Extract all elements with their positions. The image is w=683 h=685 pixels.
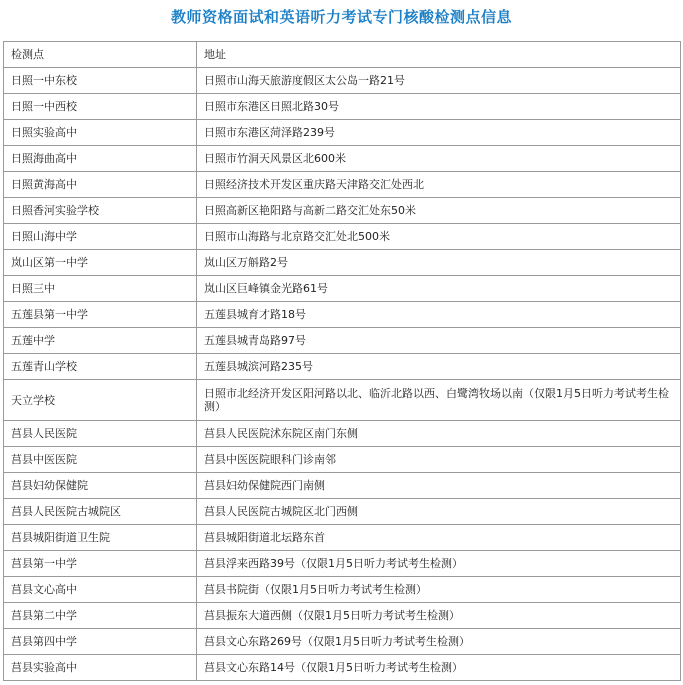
table-row bbox=[4, 146, 681, 172]
site-name-cell: 五莲青山学校 bbox=[4, 354, 197, 380]
address-cell: 莒县中医医院眼科门诊南邻 bbox=[197, 447, 681, 473]
table-row bbox=[4, 250, 681, 276]
address-cell: 莒县人民医院古城院区北门西侧 bbox=[197, 499, 681, 525]
site-name-cell: 日照香河实验学校 bbox=[4, 198, 197, 224]
site-name-cell: 岚山区第一中学 bbox=[4, 250, 197, 276]
address-cell: 莒县振东大道西侧（仅限1月5日听力考试考生检测） bbox=[197, 603, 681, 629]
address-cell: 日照市东港区日照北路30号 bbox=[197, 94, 681, 120]
table-row bbox=[4, 499, 681, 525]
table-row bbox=[4, 172, 681, 198]
site-name-cell: 五莲县第一中学 bbox=[4, 302, 197, 328]
table-row bbox=[4, 603, 681, 629]
site-name-cell: 莒县人民医院 bbox=[4, 421, 197, 447]
site-name-cell: 莒县第二中学 bbox=[4, 603, 197, 629]
site-name-cell: 莒县妇幼保健院 bbox=[4, 473, 197, 499]
site-name-cell: 日照一中东校 bbox=[4, 68, 197, 94]
table-row bbox=[4, 276, 681, 302]
site-name-cell: 日照海曲高中 bbox=[4, 146, 197, 172]
table-row bbox=[4, 525, 681, 551]
site-name-cell: 莒县城阳街道卫生院 bbox=[4, 525, 197, 551]
address-cell: 莒县书院街（仅限1月5日听力考试考生检测） bbox=[197, 577, 681, 603]
table-row bbox=[4, 224, 681, 250]
address-cell: 莒县妇幼保健院西门南侧 bbox=[197, 473, 681, 499]
column-header-site: 检测点 bbox=[4, 42, 197, 68]
address-cell: 莒县浮来西路39号（仅限1月5日听力考试考生检测） bbox=[197, 551, 681, 577]
table-row bbox=[4, 94, 681, 120]
table-row bbox=[4, 198, 681, 224]
address-cell: 日照经济技术开发区重庆路天津路交汇处西北 bbox=[197, 172, 681, 198]
site-name-cell: 莒县人民医院古城院区 bbox=[4, 499, 197, 525]
table-row bbox=[4, 551, 681, 577]
site-name-cell: 莒县文心高中 bbox=[4, 577, 197, 603]
table-row bbox=[4, 120, 681, 146]
site-name-cell: 日照山海中学 bbox=[4, 224, 197, 250]
address-cell: 日照市山海路与北京路交汇处北500米 bbox=[197, 224, 681, 250]
table-row bbox=[4, 68, 681, 94]
site-name-cell: 莒县实验高中 bbox=[4, 655, 197, 681]
site-name-cell: 莒县中医医院 bbox=[4, 447, 197, 473]
page-title: 教师资格面试和英语听力考试专门核酸检测点信息 bbox=[170, 8, 512, 26]
address-cell: 五莲县城滨河路235号 bbox=[197, 354, 681, 380]
address-cell: 五莲县城青岛路97号 bbox=[197, 328, 681, 354]
address-cell: 日照市东港区菏泽路239号 bbox=[197, 120, 681, 146]
testing-sites-table bbox=[3, 41, 681, 681]
site-name-cell: 五莲中学 bbox=[4, 328, 197, 354]
address-cell: 五莲县城育才路18号 bbox=[197, 302, 681, 328]
table-row bbox=[4, 629, 681, 655]
site-name-cell: 日照黄海高中 bbox=[4, 172, 197, 198]
table-header-row bbox=[4, 42, 681, 68]
table-row bbox=[4, 655, 681, 681]
site-name-cell: 莒县第一中学 bbox=[4, 551, 197, 577]
address-cell: 日照高新区艳阳路与高新二路交汇处东50米 bbox=[197, 198, 681, 224]
site-name-cell: 天立学校 bbox=[4, 380, 197, 421]
table-row bbox=[4, 328, 681, 354]
address-cell: 岚山区万斛路2号 bbox=[197, 250, 681, 276]
address-cell: 岚山区巨峰镇金光路61号 bbox=[197, 276, 681, 302]
address-cell: 莒县文心东路269号（仅限1月5日听力考试考生检测） bbox=[197, 629, 681, 655]
table-row bbox=[4, 421, 681, 447]
address-cell: 日照市山海天旅游度假区太公岛一路21号 bbox=[197, 68, 681, 94]
address-cell: 日照市竹洞天风景区北600米 bbox=[197, 146, 681, 172]
site-name-cell: 日照实验高中 bbox=[4, 120, 197, 146]
site-name-cell: 日照三中 bbox=[4, 276, 197, 302]
address-cell: 莒县城阳街道北坛路东首 bbox=[197, 525, 681, 551]
site-name-cell: 莒县第四中学 bbox=[4, 629, 197, 655]
table-row bbox=[4, 447, 681, 473]
table-row bbox=[4, 473, 681, 499]
table-row bbox=[4, 577, 681, 603]
address-cell: 莒县文心东路14号（仅限1月5日听力考试考生检测） bbox=[197, 655, 681, 681]
column-header-address: 地址 bbox=[197, 42, 681, 68]
table-row bbox=[4, 380, 681, 421]
table-row bbox=[4, 302, 681, 328]
site-name-cell: 日照一中西校 bbox=[4, 94, 197, 120]
address-cell: 日照市北经济开发区阳河路以北、临沂北路以西、白鹭湾牧场以南（仅限1月5日听力考试考生检测） bbox=[197, 380, 681, 421]
address-cell: 莒县人民医院沭东院区南门东侧 bbox=[197, 421, 681, 447]
table-row bbox=[4, 354, 681, 380]
